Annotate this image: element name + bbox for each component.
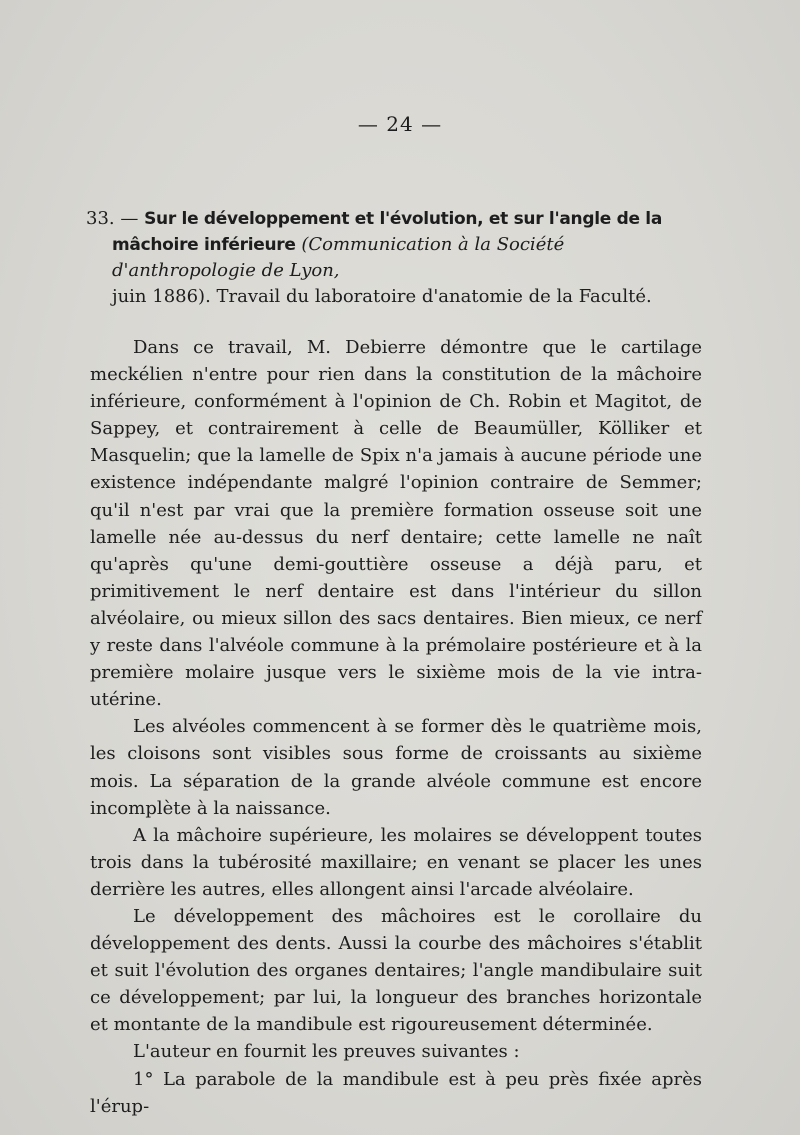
paragraph: Les alvéoles commencent à se former dès le quatrième mois, les cloisons sont visibles sous forme de croissants au sixième mois. La séparation de la grande alvéole commune est encore incomplète à la naissance. bbox=[90, 716, 702, 819]
entry-details: juin 1886). Travail du laboratoire d'anatomie de la Faculté. bbox=[112, 286, 652, 307]
entry-number: 33. — bbox=[86, 208, 139, 229]
page-number: — 24 — bbox=[357, 112, 443, 136]
paragraph: Le développement des mâchoires est le corollaire du développement des dents. Aussi la courbe des mâchoires s'établit et suit l'évolution des organes dentaires; l'angle mandibulaire suit ce développement; par lui, la longueur des branches horizontale et montante de la mandibule est rigoureusement déterminée. bbox=[90, 905, 702, 1036]
body-text bbox=[90, 334, 702, 1120]
paragraph: A la mâchoire supérieure, les molaires se développent toutes trois dans la tubérosité maxillaire; en venant se placer les unes derrière les autres, elles allongent ainsi l'arcade alvéolaire. bbox=[90, 824, 702, 900]
paragraph: Dans ce travail, M. Debierre démontre que le cartilage meckélien n'entre pour rien dans la constitution de la mâchoire inférieure, conformément à l'opinion de Ch. Robin et Magitot, de Sappey, et contrairement à celle de Beaumüller, Kölliker et Masquelin; que la lamelle de Spix n'a jamais à aucune période une existence indépendante malgré l'opinion contraire de Semmer; qu'il n'est par vrai que la première formation osseuse soit une lamelle née au-dessus du nerf dentaire; cette lamelle ne naît qu'après qu'une demi-gouttière osseuse a déjà paru, et primitivement le nerf dentaire est dans l'intérieur du sillon alvéolaire, ou mieux sillon des sacs dentaires. Bien mieux, ce nerf y reste dans l'alvéole commune à la prémolaire postérieure et à la première molaire jusque vers le sixième mois de la vie intra-utérine. bbox=[90, 337, 702, 711]
entry-title: Sur le développement et l'évolution, et sur l'angle de la mâchoire inférieure bbox=[112, 209, 662, 255]
entry-source: (Communication à la Société d'anthropologie de Lyon, bbox=[112, 234, 565, 281]
bibliography-entry bbox=[86, 206, 704, 310]
paragraph: L'auteur en fournit les preuves suivantes : bbox=[133, 1041, 520, 1063]
paragraph: 1° La parabole de la mandibule est à peu près fixée après l'érup- bbox=[90, 1068, 702, 1117]
